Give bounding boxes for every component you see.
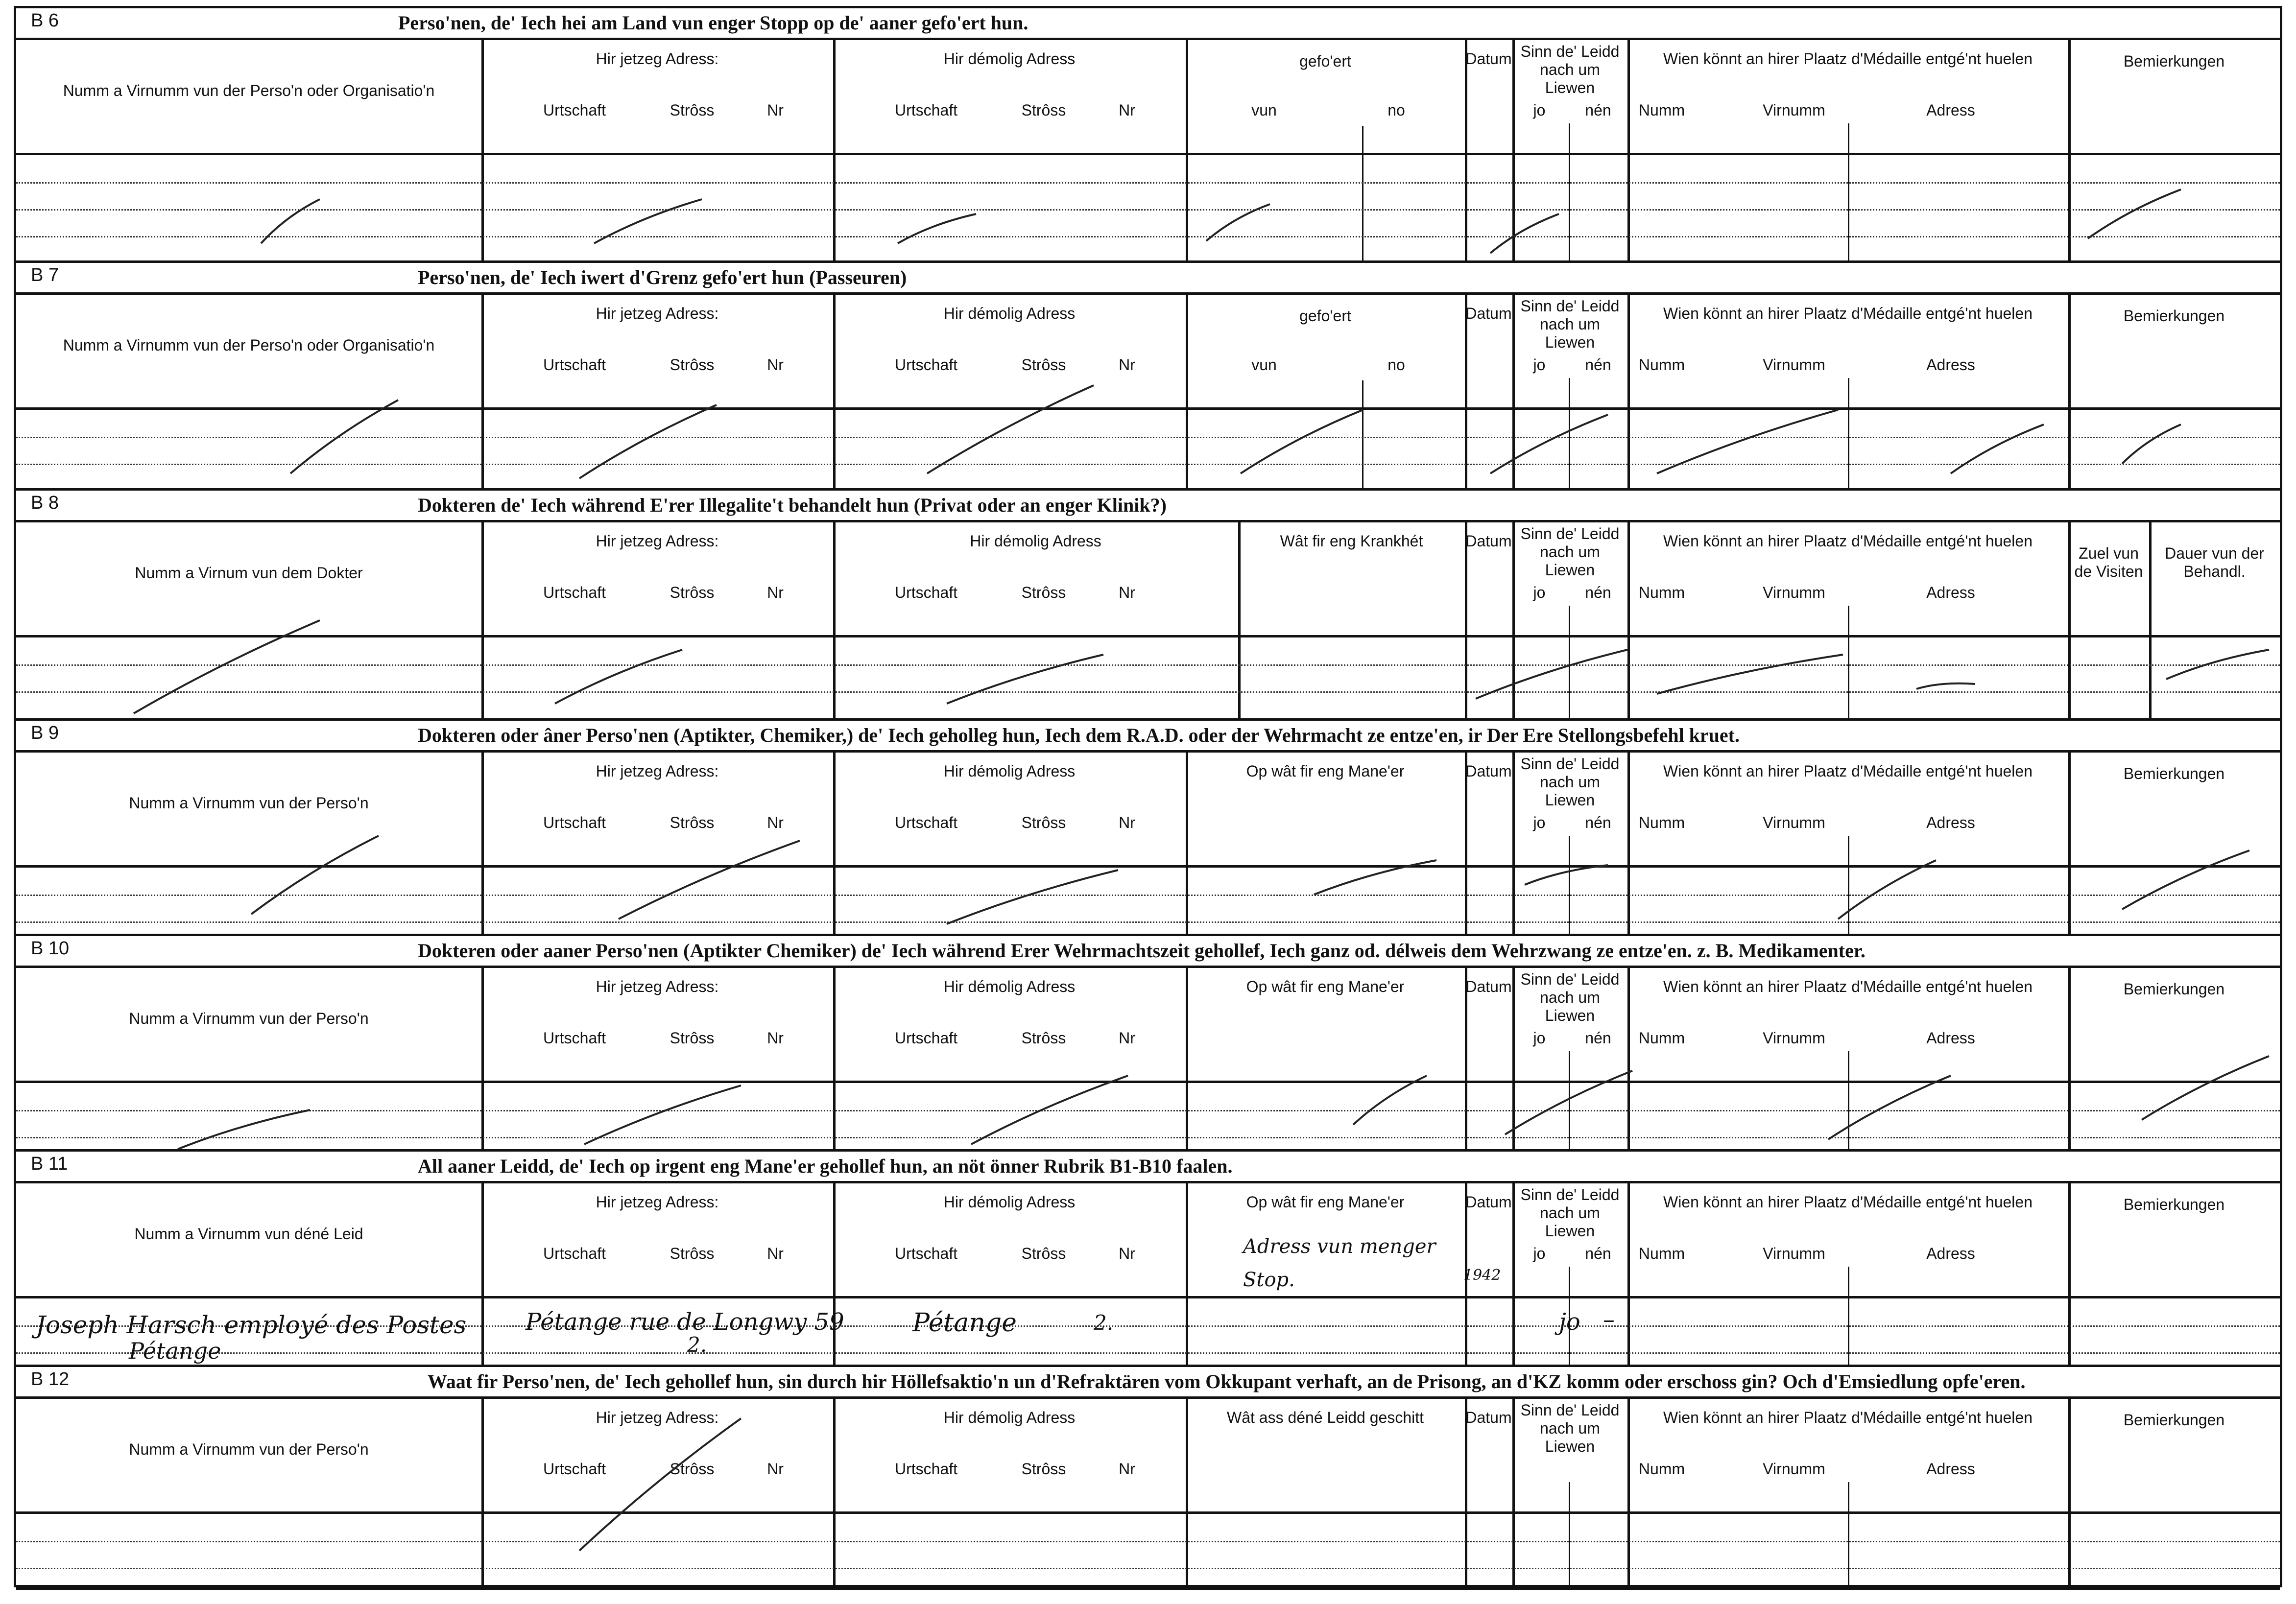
writing-line — [16, 182, 2280, 184]
form-section-b10 — [16, 936, 2280, 1152]
header-divider — [16, 1081, 2280, 1083]
column-divider — [1186, 1181, 1188, 1367]
section-title: Perso'nen, de' Iech iwert d'Grenz gefo'ert hun (Passeuren) — [418, 266, 907, 288]
column-header-former-address: Hir démolig Adress — [943, 305, 1076, 322]
subheader-nr: Nr — [1119, 356, 1135, 374]
writing-line — [16, 921, 2280, 923]
column-header-alive: Sinn de' Leidd nach um Liewen — [1520, 755, 1620, 809]
subheader-nen: nén — [1585, 101, 1611, 119]
column-divider — [1512, 292, 1515, 491]
writing-line — [16, 895, 2280, 896]
section-header — [16, 491, 2280, 522]
subheader-virnumm: Virnumm — [1763, 584, 1825, 601]
column-divider — [1512, 750, 1515, 936]
jo-nen-divider — [1569, 1482, 1570, 1590]
form-section-b7 — [16, 263, 2280, 491]
section-header — [16, 8, 2280, 40]
column-header-current-address: Hir jetzeg Adress: — [596, 532, 719, 550]
column-header-gefoert: gefo'ert — [1299, 307, 1351, 325]
b11-handwritten-jo: jo — [1559, 1308, 1580, 1336]
column-divider — [1627, 1181, 1630, 1367]
subheader-adress: Adress — [1926, 101, 1975, 119]
subheader-urtschaft: Urtschaft — [894, 814, 958, 831]
column-header-datum: Datum — [1465, 1193, 1512, 1211]
subheader-stross: Strôss — [1021, 814, 1066, 831]
form-section-b8 — [16, 491, 2280, 721]
column-header-current-address: Hir jetzeg Adress: — [596, 762, 719, 780]
column-divider — [1186, 750, 1188, 936]
column-header-current-address: Hir jetzeg Adress: — [596, 50, 719, 68]
column-divider — [1465, 38, 1467, 263]
column-header-name: Numm a Virnumm vun der Perso'n — [129, 1440, 369, 1458]
column-header-alive: Sinn de' Leidd nach um Liewen — [1520, 1186, 1620, 1240]
column-divider — [1186, 966, 1188, 1152]
subheader-nr: Nr — [1119, 584, 1135, 601]
header-divider — [16, 407, 2280, 410]
virnumm-adress-divider — [1848, 123, 1849, 263]
section-title: Dokteren de' Iech während E'rer Illegalite't behandelt hun (Privat oder an enger Klinik?) — [418, 494, 1167, 516]
column-header-name: Numm a Virnumm vun déné Leid — [134, 1225, 363, 1243]
subheader-adress: Adress — [1926, 1029, 1975, 1047]
subheader-nr: Nr — [767, 356, 784, 374]
column-divider — [1512, 1181, 1515, 1367]
column-header-medal-recipient: Wien könnt an hirer Plaatz d'Médaille entgé'nt huelen — [1663, 532, 2033, 550]
column-header-name: Numm a Virnumm vun der Perso'n oder Organisatio'n — [63, 82, 435, 99]
subheader-stross: Strôss — [1021, 101, 1066, 119]
column-divider — [1627, 750, 1630, 936]
subheader-numm: Numm — [1638, 1245, 1685, 1262]
column-header-detail: Op wât fir eng Mane'er — [1246, 978, 1405, 995]
subheader-stross: Strôss — [670, 1245, 715, 1262]
column-header-datum: Datum — [1465, 1409, 1512, 1426]
subheader-numm: Numm — [1638, 101, 1685, 119]
section-code: B 12 — [31, 1369, 70, 1390]
section-title: All aaner Leidd, de' Iech op irgent eng Mane'er gehollef hun, an nöt önner Rubrik B1-B10 faalen. — [418, 1155, 1233, 1177]
column-header-datum: Datum — [1465, 50, 1512, 68]
subheader-adress: Adress — [1926, 1245, 1975, 1262]
section-title: Perso'nen, de' Iech hei am Land vun enger Stopp op de' aaner gefo'ert hun. — [398, 12, 1028, 34]
subheader-numm: Numm — [1638, 1029, 1685, 1047]
writing-line — [16, 1568, 2280, 1569]
subheader-stross: Strôss — [670, 584, 715, 601]
writing-line — [16, 1541, 2280, 1542]
column-header-remarks: Bemierkungen — [2123, 52, 2225, 70]
subheader-nr: Nr — [1119, 101, 1135, 119]
section-header — [16, 263, 2280, 295]
b11-handwritten-manner: Adress vun menger Stop. — [1243, 1235, 1436, 1291]
subheader-nr: Nr — [767, 1245, 784, 1262]
subheader-numm: Numm — [1638, 814, 1685, 831]
form-page — [14, 6, 2282, 1587]
section-code: B 8 — [31, 493, 59, 513]
subheader-numm: Numm — [1638, 356, 1685, 374]
column-header-datum: Datum — [1465, 532, 1512, 550]
column-header-medal-recipient: Wien könnt an hirer Plaatz d'Médaille entgé'nt huelen — [1663, 305, 2033, 322]
subheader-urtschaft: Urtschaft — [894, 1029, 958, 1047]
column-header-former-address: Hir démolig Adress — [943, 762, 1076, 780]
subheader-urtschaft: Urtschaft — [543, 814, 606, 831]
virnumm-adress-divider — [1848, 378, 1849, 491]
b11-handwritten-name: Joseph Harsch employé des Postes — [36, 1311, 467, 1339]
column-header-medal-recipient: Wien könnt an hirer Plaatz d'Médaille entgé'nt huelen — [1663, 762, 2033, 780]
jo-nen-divider — [1569, 378, 1570, 491]
column-divider — [1627, 1396, 1630, 1590]
b11-handwritten-name-line2: Pétange — [129, 1338, 221, 1364]
subheader-no: no — [1387, 101, 1405, 119]
header-divider — [16, 153, 2280, 155]
writing-line — [16, 437, 2280, 438]
column-header-alive: Sinn de' Leidd nach um Liewen — [1520, 970, 1620, 1024]
column-header-datum: Datum — [1465, 978, 1512, 995]
column-divider — [1627, 38, 1630, 263]
column-header-remarks: Bemierkungen — [2123, 1411, 2225, 1429]
column-header-former-address: Hir démolig Adress — [943, 50, 1076, 68]
virnumm-adress-divider — [1848, 606, 1849, 721]
writing-line — [16, 1352, 2280, 1354]
writing-line — [16, 691, 2280, 693]
subheader-nr: Nr — [767, 814, 784, 831]
b11-handwritten-current-nr: 2. — [687, 1333, 707, 1357]
subheader-nen: nén — [1585, 814, 1611, 831]
subheader-stross: Strôss — [1021, 584, 1066, 601]
subheader-stross: Strôss — [670, 356, 715, 374]
column-header-current-address: Hir jetzeg Adress: — [596, 305, 719, 322]
column-header-name: Numm a Virnumm vun der Perso'n oder Organisatio'n — [63, 336, 435, 354]
subheader-virnumm: Virnumm — [1763, 814, 1825, 831]
header-divider — [16, 1296, 2280, 1298]
subheader-vun: vun — [1251, 101, 1277, 119]
section-header — [16, 721, 2280, 753]
column-header-detail: Wât ass déné Leidd geschitt — [1226, 1409, 1424, 1426]
b11-handwritten-former-address: Pétange — [912, 1308, 1017, 1338]
form-section-b9 — [16, 721, 2280, 936]
column-header-gefoert: gefo'ert — [1299, 52, 1351, 70]
subheader-nr: Nr — [767, 1029, 784, 1047]
subheader-urtschaft: Urtschaft — [543, 356, 606, 374]
column-divider — [1627, 292, 1630, 491]
header-divider — [16, 1511, 2280, 1514]
column-divider — [1627, 966, 1630, 1152]
writing-line — [16, 1110, 2280, 1111]
column-header-former-address: Hir démolig Adress — [943, 1409, 1076, 1426]
b11-handwritten-former-nr: 2. — [1094, 1311, 1114, 1335]
subheader-urtschaft: Urtschaft — [894, 356, 958, 374]
subheader-nr: Nr — [767, 584, 784, 601]
subheader-urtschaft: Urtschaft — [543, 101, 606, 119]
jo-nen-divider — [1569, 606, 1570, 721]
writing-line — [16, 664, 2280, 666]
subheader-jo: jo — [1533, 356, 1546, 374]
subheader-urtschaft: Urtschaft — [894, 584, 958, 601]
column-divider — [1238, 520, 1241, 721]
column-header-remarks: Bemierkungen — [2123, 307, 2225, 325]
column-header-former-address: Hir démolig Adress — [970, 532, 1101, 550]
column-header-detail: Wât fir eng Krankhét — [1280, 532, 1423, 550]
section-title: Dokteren oder âner Perso'nen (Aptikter, Chemiker,) de' Iech geholleg hun, Iech dem R.A.D. oder der Wehrmacht ze entze'en, ir Der Ere Stellongsbefehl kruet. — [418, 724, 1740, 746]
subheader-nr: Nr — [767, 1460, 784, 1478]
subheader-urtschaft: Urtschaft — [894, 1245, 958, 1262]
column-header-remarks: Bemierkungen — [2123, 765, 2225, 782]
column-header-alive: Sinn de' Leidd nach um Liewen — [1520, 43, 1620, 96]
section-bottom-border — [16, 1587, 2280, 1590]
column-divider — [1627, 520, 1630, 721]
section-header — [16, 1152, 2280, 1183]
column-header-remarks: Bemierkungen — [2123, 980, 2225, 998]
writing-line — [16, 464, 2280, 465]
subheader-jo: jo — [1533, 1029, 1546, 1047]
column-header-former-address: Hir démolig Adress — [943, 1193, 1076, 1211]
subheader-nen: nén — [1585, 356, 1611, 374]
section-code: B 9 — [31, 723, 59, 743]
subheader-stross: Strôss — [670, 1460, 715, 1478]
column-header-name: Numm a Virnum vun dem Dokter — [135, 564, 363, 582]
subheader-adress: Adress — [1926, 356, 1975, 374]
header-divider — [16, 865, 2280, 868]
column-header-detail: Op wât fir eng Mane'er — [1246, 1193, 1405, 1211]
column-divider — [1186, 1396, 1188, 1590]
subheader-vun: vun — [1251, 356, 1277, 374]
b11-handwritten-nen: – — [1603, 1306, 1615, 1333]
subheader-virnumm: Virnumm — [1763, 1460, 1825, 1478]
subheader-stross: Strôss — [670, 101, 715, 119]
writing-line — [16, 209, 2280, 211]
column-header-medal-recipient: Wien könnt an hirer Plaatz d'Médaille entgé'nt huelen — [1663, 1193, 2033, 1211]
subheader-numm: Numm — [1638, 584, 1685, 601]
writing-line — [16, 1137, 2280, 1138]
subheader-stross: Strôss — [670, 1029, 715, 1047]
column-header-former-address: Hir démolig Adress — [943, 978, 1076, 995]
subheader-nen: nén — [1585, 584, 1611, 601]
writing-line — [16, 236, 2280, 237]
subheader-adress: Adress — [1926, 1460, 1975, 1478]
subheader-nen: nén — [1585, 1245, 1611, 1262]
section-code: B 10 — [31, 938, 70, 959]
b11-handwritten-date: 1942 — [1463, 1267, 1501, 1284]
column-header-medal-recipient: Wien könnt an hirer Plaatz d'Médaille entgé'nt huelen — [1663, 50, 2033, 68]
b11-handwritten-current-address: Pétange rue de Longwy 59 — [526, 1308, 844, 1336]
column-divider — [833, 38, 836, 263]
subheader-nr: Nr — [1119, 814, 1135, 831]
column-header-datum: Datum — [1465, 762, 1512, 780]
subheader-stross: Strôss — [1021, 1460, 1066, 1478]
column-header-medal-recipient: Wien könnt an hirer Plaatz d'Médaille entgé'nt huelen — [1663, 1409, 2033, 1426]
column-header-datum: Datum — [1465, 305, 1512, 322]
subheader-stross: Strôss — [670, 814, 715, 831]
form-section-b12 — [16, 1367, 2280, 1590]
section-code: B 11 — [31, 1154, 68, 1174]
vun-no-divider — [1362, 126, 1363, 263]
column-divider — [1512, 966, 1515, 1152]
subheader-jo: jo — [1533, 1245, 1546, 1262]
column-header-alive: Sinn de' Leidd nach um Liewen — [1520, 525, 1620, 579]
column-divider — [481, 38, 484, 263]
column-divider — [2068, 38, 2071, 263]
subheader-virnumm: Virnumm — [1763, 1245, 1825, 1262]
column-divider — [1512, 1396, 1515, 1590]
subheader-urtschaft: Urtschaft — [894, 1460, 958, 1478]
column-header-visits: Zuel vun de Visiten — [2074, 544, 2143, 580]
vun-no-divider — [1362, 380, 1363, 491]
column-header-remarks: Bemierkungen — [2123, 1196, 2225, 1213]
column-header-medal-recipient: Wien könnt an hirer Plaatz d'Médaille entgé'nt huelen — [1663, 978, 2033, 995]
subheader-adress: Adress — [1926, 584, 1975, 601]
subheader-jo: jo — [1533, 584, 1546, 601]
subheader-stross: Strôss — [1021, 356, 1066, 374]
section-title: Waat fir Perso'nen, de' Iech gehollef hun, sin durch hir Höllefsaktio'n un d'Refraktären vom Okkupant verhaft, an de Prisong, an d'KZ komm oder erschoss gin? Och d'Emsiedlung opfe'eren. — [428, 1370, 2026, 1392]
subheader-virnumm: Virnumm — [1763, 356, 1825, 374]
section-header — [16, 1367, 2280, 1399]
subheader-nr: Nr — [1119, 1460, 1135, 1478]
column-header-detail: Op wât fir eng Mane'er — [1246, 762, 1405, 780]
section-code: B 6 — [31, 10, 59, 31]
column-header-duration: Dauer vun der Behandl. — [2165, 544, 2264, 580]
subheader-nr: Nr — [1119, 1029, 1135, 1047]
subheader-jo: jo — [1533, 101, 1546, 119]
subheader-urtschaft: Urtschaft — [543, 1460, 606, 1478]
header-divider — [16, 635, 2280, 637]
virnumm-adress-divider — [1848, 1482, 1849, 1590]
form-section-b6 — [16, 8, 2280, 263]
subheader-nen: nén — [1585, 1029, 1611, 1047]
subheader-urtschaft: Urtschaft — [543, 1029, 606, 1047]
column-header-alive: Sinn de' Leidd nach um Liewen — [1520, 1401, 1620, 1455]
column-header-name: Numm a Virnumm vun der Perso'n — [129, 1010, 369, 1027]
column-header-current-address: Hir jetzeg Adress: — [596, 1409, 719, 1426]
subheader-virnumm: Virnumm — [1763, 101, 1825, 119]
subheader-urtschaft: Urtschaft — [543, 584, 606, 601]
section-header — [16, 936, 2280, 968]
section-code: B 7 — [31, 265, 59, 285]
jo-nen-divider — [1569, 123, 1570, 263]
section-title: Dokteren oder aaner Perso'nen (Aptikter Chemiker) de' Iech während Erer Wehrmachtszeit gehollef, Iech ganz od. délweis dem Wehrzwang ze entze'en. z. B. Medikamenter. — [418, 940, 1866, 962]
subheader-stross: Strôss — [1021, 1245, 1066, 1262]
column-header-current-address: Hir jetzeg Adress: — [596, 978, 719, 995]
column-header-alive: Sinn de' Leidd nach um Liewen — [1520, 297, 1620, 351]
subheader-urtschaft: Urtschaft — [543, 1245, 606, 1262]
subheader-stross: Strôss — [1021, 1029, 1066, 1047]
subheader-virnumm: Virnumm — [1763, 1029, 1825, 1047]
subheader-numm: Numm — [1638, 1460, 1685, 1478]
column-divider — [1186, 38, 1188, 263]
column-header-name: Numm a Virnumm vun der Perso'n — [129, 794, 369, 812]
column-divider — [1512, 520, 1515, 721]
subheader-jo: jo — [1533, 814, 1546, 831]
subheader-adress: Adress — [1926, 814, 1975, 831]
subheader-no: no — [1387, 356, 1405, 374]
subheader-nr: Nr — [767, 101, 784, 119]
column-divider — [1512, 38, 1515, 263]
column-header-current-address: Hir jetzeg Adress: — [596, 1193, 719, 1211]
subheader-nr: Nr — [1119, 1245, 1135, 1262]
subheader-urtschaft: Urtschaft — [894, 101, 958, 119]
